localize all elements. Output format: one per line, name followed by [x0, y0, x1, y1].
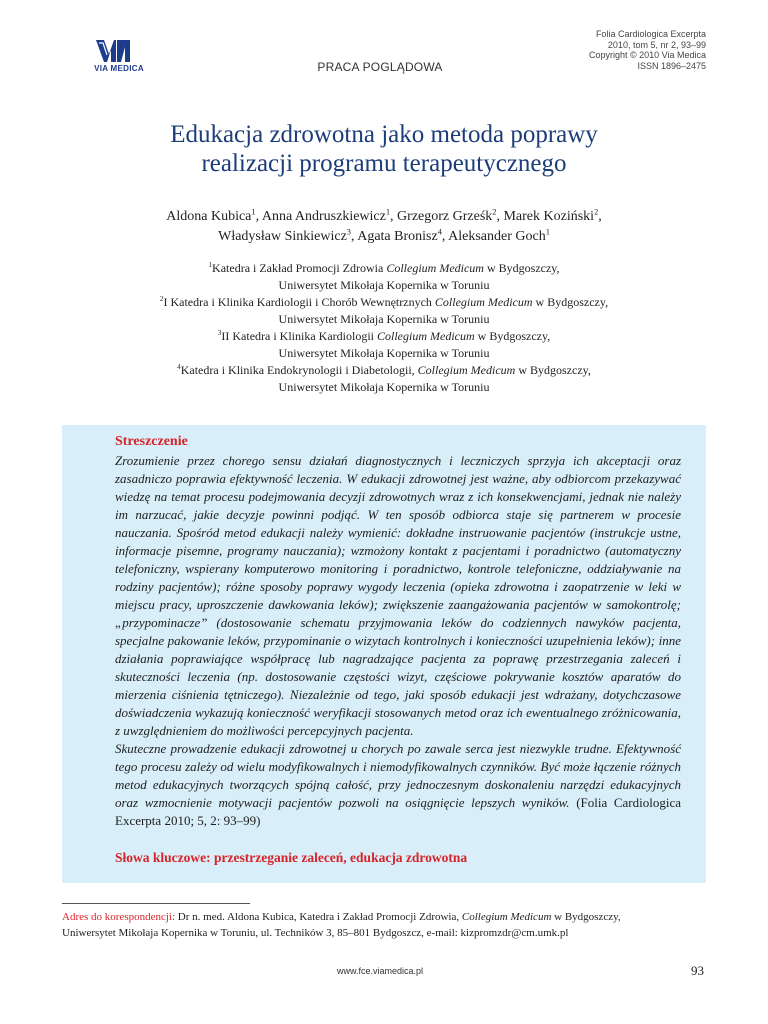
footnote-divider	[62, 903, 250, 904]
correspondence-line2: Uniwersytet Mikołaja Kopernika w Toruniu, ul. Techników 3, 85–801 Bydgoszcz, e-mail: kizpromzdr@cm.umk.pl	[62, 926, 569, 939]
affiliation-number: 1	[208, 261, 213, 269]
footer-url[interactable]: www.fce.viamedica.pl	[336, 966, 424, 976]
keywords: Słowa kluczowe: przestrzeganie zaleceń, edukacja zdrowotna	[115, 850, 468, 865]
author-affiliation-mark: 1	[251, 207, 256, 217]
author-name: Aleksander Goch	[448, 229, 546, 244]
affiliation-text: I Katedra i Klinika Kardiologii i Chorób Wewnętrznych	[163, 295, 435, 309]
correspondence	[62, 910, 712, 941]
author-affiliation-mark: 2	[492, 207, 497, 217]
journal-name: Folia Cardiologica Excerpta	[595, 29, 706, 39]
abstract-paragraph	[115, 740, 681, 830]
affiliation-italic: Collegium Medicum	[417, 363, 516, 377]
author-name: Aldona Kubica	[166, 209, 252, 224]
affiliation-line2: Uniwersytet Mikołaja Kopernika w Toruniu	[278, 278, 490, 292]
correspondence-text: Dr n. med. Aldona Kubica, Katedra i Zakład Promocji Zdrowia,	[175, 911, 462, 923]
affiliation-italic: Collegium Medicum	[434, 295, 533, 309]
affiliation-text: Katedra i Klinika Endokrynologii i Diabetologii,	[180, 363, 418, 377]
abstract-heading: Streszczenie	[115, 434, 188, 449]
affiliation	[60, 294, 708, 328]
affiliation-text: w Bydgoszczy,	[532, 295, 609, 309]
affiliation-number: 2	[159, 295, 164, 303]
affiliation-text: w Bydgoszczy,	[483, 261, 560, 275]
journal-issn: ISSN 1896–2475	[637, 60, 706, 71]
affiliation-number: 4	[177, 363, 181, 371]
affiliation-list	[60, 260, 708, 396]
affiliation-text: II Katedra i Klinika Kardiologii	[221, 329, 377, 343]
affiliation-text: w Bydgoszczy,	[515, 363, 591, 377]
correspondence-label: Adres do korespondencji:	[62, 911, 176, 923]
abstract-paragraph-text: Skuteczne prowadzenie edukacji zdrowotnej u chorych po zawale serca jest niezwykle trudne. Efektywność tego procesu zależy od wielu modyfikowalnych i niemodyfikowalnych czynników. Być może łączenie różnych metod edukacyjnych tworzących spójną całość, przy jednoczesnym doskonaleniu narzędzi edukacyjnych oraz wzmocnienie motywacji pacjentów pozwoli na osiągnięcie lepszych wyników.	[115, 741, 681, 810]
correspondence-text: w Bydgoszczy,	[551, 911, 621, 923]
abstract-paragraph: Zrozumienie przez chorego sensu działań diagnostycznych i leczniczych sprzyja ich akceptacji oraz zasadniczo poprawia efektywność leczenia. W edukacji zdrowotnej jest ważne, aby odbiorcom przekazywać wiedzę na temat procesu podejmowania decyzji zdrowotnych wraz z ich konsekwencjami, jednak nie należy im narzucać, jakie decyzje powinni podjąć. W ten sposób odbiorca staje się partnerem w procesie nauczania. Spośród metod edukacji należy wymienić: dokładne instruowanie pacjentów (instrukcje ustne, informacje pisemne, programy nauczania); wzmożony kontakt z pacjentami i poradnictwo (automatyczny telefoniczny, wspierany komputerowo monitoring i poradnictwo, kontrole telefoniczne, oddziaływanie na rodziny pacjentów); różne sposoby poprawy wygody leczenia (opieka zdrowotna i zaopatrzenie w leki w miejscu pracy, uproszczenie dawkowania leków); zwiększenie zaangażowania pacjentów w samokontrolę; „przypominacze” (dostosowanie schematu przyjmowania leków do codziennych nawyków pacjenta, specjalne pakowanie leków, przypominanie o wizytach kontrolnych i konieczności uzupełnienia leków); inne działania poprawiające współpracę lub nagradzające pacjenta za poprawę przestrzegania zaleceń i skuteczności leczenia (np. dostosowanie częstości wizyt, częściowe pokrywanie kosztów aparatów do mierzenia ciśnienia tętniczego). Niezależnie od tego, jaki sposób edukacji jest wdrażany, dotychczasowe doświadczenia wykazują konieczność weryfikacji stosowanych metod oraz ich ewentualnego zróżnicowania, z uwzględnieniem do możliwości percepcyjnych pacjenta.	[115, 453, 681, 738]
author-line: Władysław Sinkiewicz$^3$, Agata Bronisz$^4$, Aleksander Goch$^1$	[218, 227, 550, 244]
affiliation	[60, 260, 708, 294]
author-name: Władysław Sinkiewicz	[218, 229, 347, 244]
author-line: Aldona Kubica$^1$, Anna Andruszkiewicz$^1$, Grzegorz Grześk$^2$, Marek Koziński$^2$,	[166, 207, 602, 224]
author-name: Grzegorz Grześk	[397, 209, 493, 224]
affiliation-text: w Bydgoszczy,	[474, 329, 551, 343]
affiliation-line2: Uniwersytet Mikołaja Kopernika w Toruniu	[278, 312, 490, 326]
affiliation	[60, 362, 708, 396]
author-list	[60, 207, 708, 247]
title-line: realizacji programu terapeutycznego	[201, 150, 567, 177]
author-name: Agata Bronisz	[357, 229, 438, 244]
author-name: Marek Koziński	[503, 209, 595, 224]
author-affiliation-mark: 2	[594, 207, 599, 217]
title-line: Edukacja zdrowotna jako metoda poprawy	[170, 121, 598, 148]
affiliation-number: 3	[217, 329, 222, 337]
abstract-citation: (Folia Cardiologica Excerpta 2010; 5, 2: 93–99)	[115, 795, 682, 828]
abstract-body	[115, 452, 681, 830]
affiliation-line2: Uniwersytet Mikołaja Kopernika w Toruniu	[278, 380, 490, 394]
affiliation	[60, 328, 708, 362]
author-affiliation-mark: 4	[437, 227, 442, 237]
author-affiliation-mark: 1	[385, 207, 391, 217]
affiliation-italic: Collegium Medicum	[386, 261, 484, 275]
section-label: PRACA POGLĄDOWA	[317, 60, 443, 74]
page-number: 93	[691, 963, 704, 978]
journal-meta	[589, 29, 706, 71]
affiliation-italic: Collegium Medicum	[377, 329, 475, 343]
author-name: Anna Andruszkiewicz	[261, 209, 386, 224]
author-affiliation-mark: 1	[545, 227, 550, 237]
logo-text: VIA MEDICA	[94, 64, 144, 73]
publisher-logo	[74, 40, 164, 76]
affiliation-line2: Uniwersytet Mikołaja Kopernika w Toruniu	[278, 346, 490, 360]
author-affiliation-mark: 3	[346, 227, 351, 237]
via-medica-logo-icon	[96, 40, 130, 62]
article-title	[60, 120, 708, 178]
correspondence-italic: Collegium Medicum	[461, 911, 552, 923]
journal-issue: 2010, tom 5, nr 2, 93–99	[607, 39, 706, 50]
affiliation-text: Katedra i Zakład Promocji Zdrowia	[212, 261, 387, 275]
journal-copyright: Copyright © 2010 Via Medica	[588, 50, 706, 60]
